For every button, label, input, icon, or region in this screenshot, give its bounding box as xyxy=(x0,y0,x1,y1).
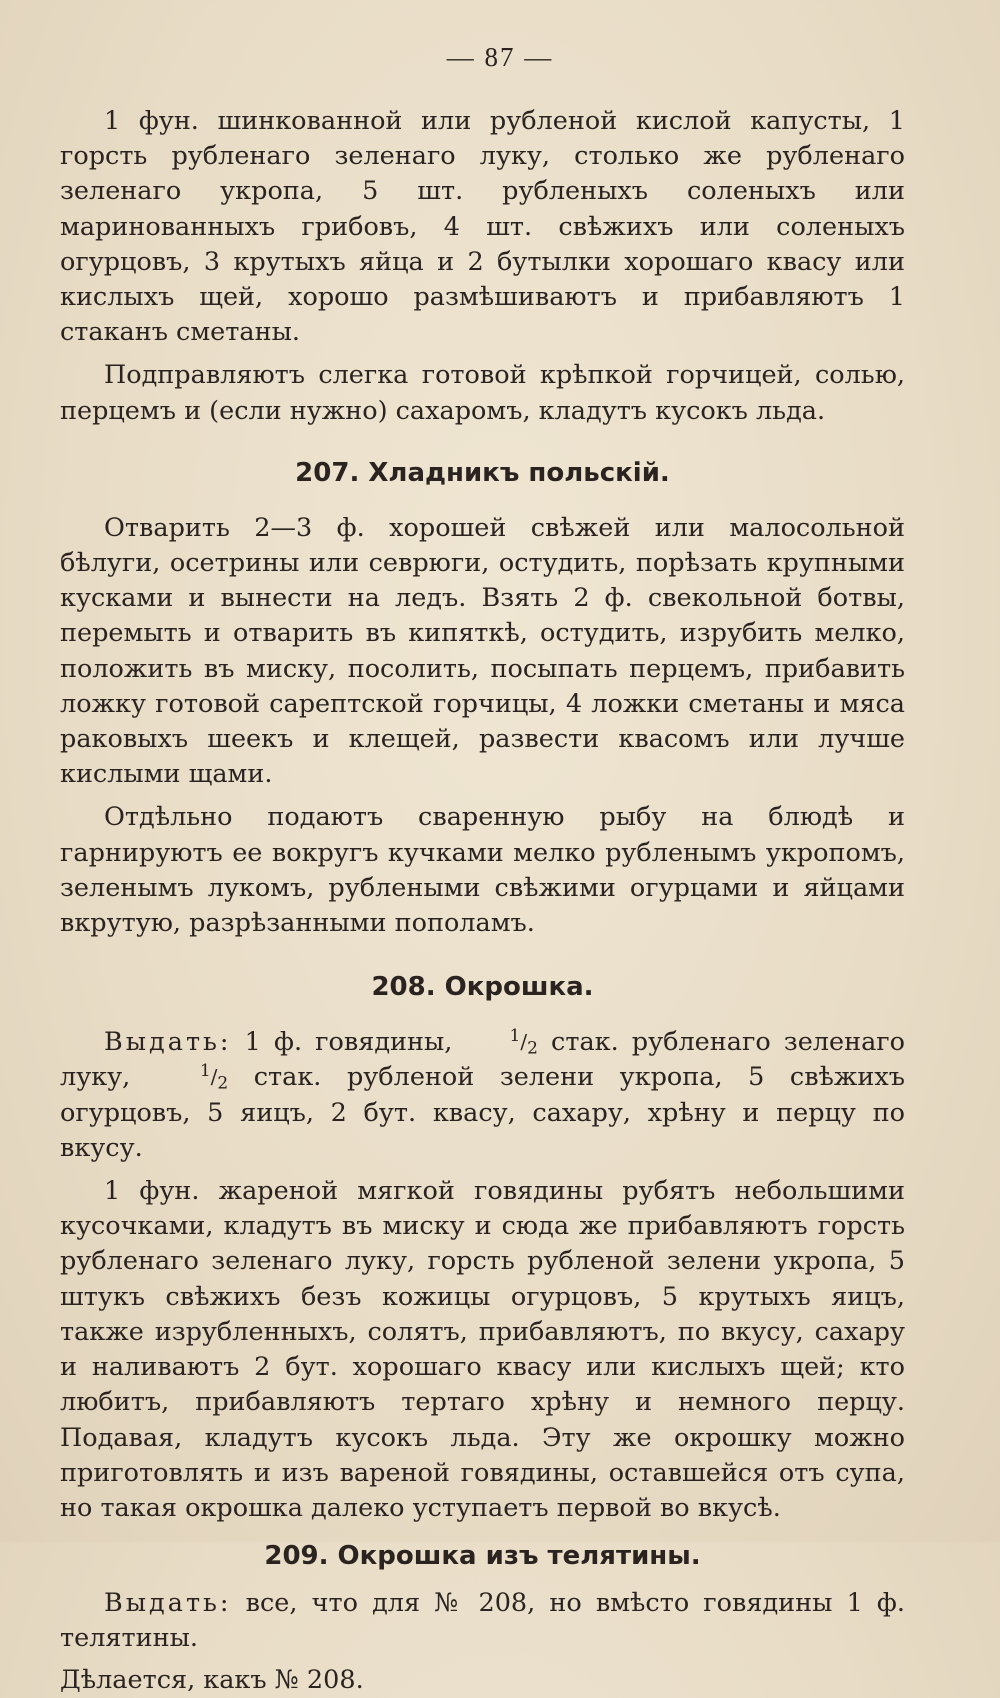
intro-paragraph-2: Подправляютъ слегка готовой крѣпкой горчицей, солью, перцемъ и (если нужно) сахаромъ, кладутъ кусокъ льда. xyxy=(60,360,905,426)
recipe-209-issue-text: все, что для № 208, но вмѣсто говядины 1 ф. телятины. xyxy=(60,1588,905,1654)
recipe-208-issue xyxy=(60,1025,905,1166)
page-number: — 87 — xyxy=(446,42,554,72)
recipe-209-done xyxy=(60,1663,905,1698)
recipe-209-issue-label: Выдать: xyxy=(104,1588,232,1619)
page-content xyxy=(60,104,905,1698)
recipe-209-done-label: Дѣлается, xyxy=(60,1664,196,1695)
recipe-207-paragraph-2: Отдѣльно подаютъ сваренную рыбу на блюдѣ и гарнируютъ ее вокругъ кучками мелко рубленымъ укропомъ, зеленымъ лукомъ, рублеными свѣжими огурцами и яйцами вкрутую, разрѣзанными пополамъ. xyxy=(60,802,905,939)
recipe-208-issue-part-3: стак. рубленой зелени укропа, 5 свѣжихъ огурцовъ, 5 яицъ, 2 бут. квасу, сахару, хрѣну и перцу по вкусу. xyxy=(60,1062,905,1163)
fraction-numerator: 1 xyxy=(199,1060,211,1081)
fraction-half-2: $^1/_2$ xyxy=(199,1060,229,1094)
recipe-207-paragraph-1: Отварить 2—3 ф. хорошей свѣжей или малосольной бѣлуги, осетрины или севрюги, остудить, порѣзать крупными кусками и вынести на ледъ. Взять 2 ф. свекольной ботвы, перемыть и отварить въ кипяткѣ, остудить, изрубить мелко, положить въ миску, посолить, посыпать перцемъ, прибавить ложку готовой сарептской горчицы, 4 ложки сметаны и мяса раковыхъ шеекъ и клещей, развести квасомъ или лучше кислыми щами. xyxy=(60,512,905,790)
recipe-208-issue-part-1: 1 ф. говядины, xyxy=(231,1027,466,1058)
recipe-208-issue-part-2: стак. рубленаго зеленаго луку, xyxy=(60,1027,905,1093)
recipe-209-done-text: какъ № 208. xyxy=(195,1664,364,1695)
recipe-208-issue-label: Выдать: xyxy=(104,1027,232,1058)
recipe-208-title: 208. Окрошка. xyxy=(371,972,594,1003)
fraction-half-1: $^1/_2$ xyxy=(509,1025,538,1059)
fraction-numerator: 1 xyxy=(509,1025,521,1046)
fraction-denominator: 2 xyxy=(527,1038,538,1059)
recipe-207-title: 207. Хладникъ польскій. xyxy=(295,457,670,488)
intro-paragraph-1: 1 фун. шинкованной или рубленой кислой капусты, 1 горсть рубленаго зеленаго луку, столько же рубленаго зеленаго укропа, 5 шт. рубленыхъ соленыхъ или маринованныхъ грибовъ, 4 шт. свѣжихъ или соленыхъ огурцовъ, 3 крутыхъ яйца и 2 бутылки хорошаго квасу или кислыхъ щей, хорошо размѣшиваютъ и прибавляютъ 1 стаканъ сметаны. xyxy=(60,106,905,348)
recipe-208-paragraph-1: 1 фун. жареной мягкой говядины рубятъ небольшими кусочками, кладутъ въ миску и сюда же прибавляютъ горсть рубленаго зеленаго луку, горсть рубленой зелени укропа, 5 штукъ свѣжихъ безъ кожицы огурцовъ, 5 крутыхъ яицъ, также изрубленныхъ, солятъ, прибавляютъ, по вкусу, сахару и наливаютъ 2 бут. хорошаго квасу или кислыхъ щей; кто любитъ, прибавляютъ тертаго хрѣну и немного перцу. Подавая, кладутъ кусокъ льда. Эту же окрошку можно приготовлять и изъ вареной говядины, оставшейся отъ супа, но такая окрошка далеко уступаетъ первой во вкусѣ. xyxy=(60,1176,905,1523)
recipe-209-issue xyxy=(60,1586,905,1656)
fraction-denominator: 2 xyxy=(217,1073,229,1094)
recipe-209-title: 209. Окрошка изъ телятины. xyxy=(264,1541,701,1572)
